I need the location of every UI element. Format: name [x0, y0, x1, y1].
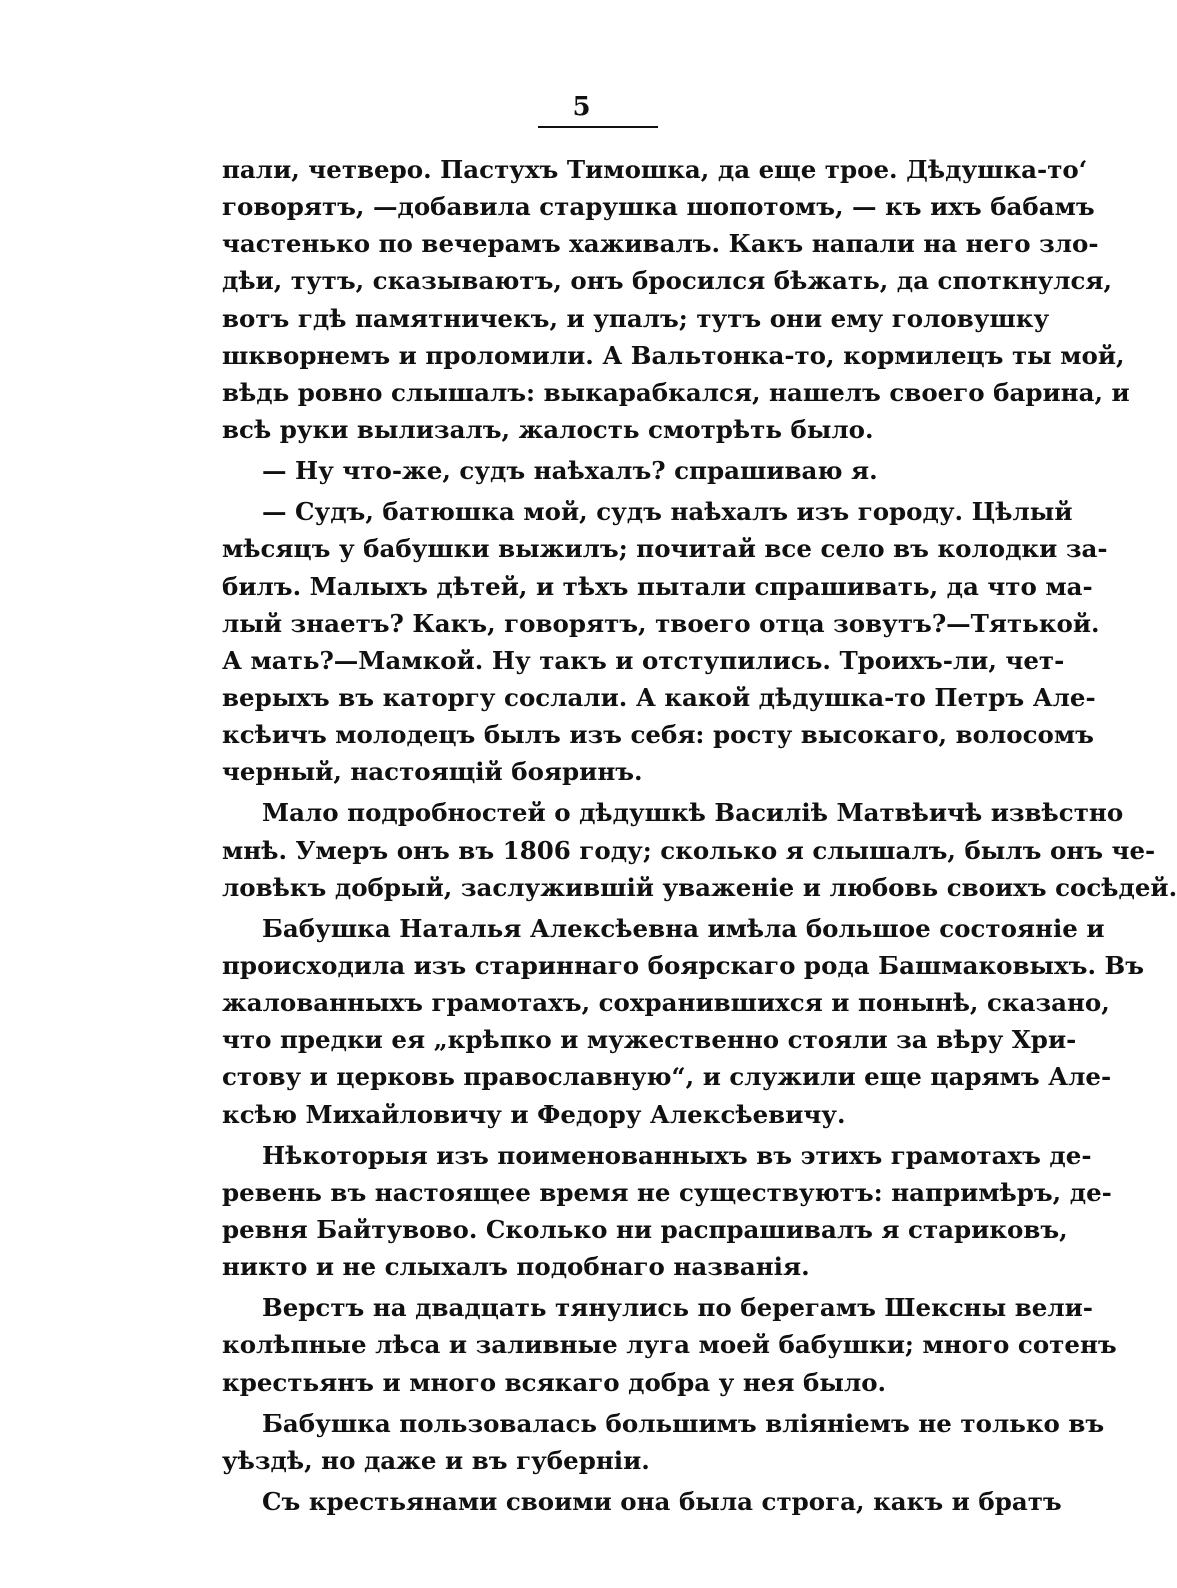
paragraph-start: Мало подробностей о дѣдушкѣ Василіѣ Матвѣичѣ извѣстно — [262, 798, 1124, 828]
text-line: шкворнемъ и проломили. А Вальтонка-то, кормилецъ ты мой, — [222, 340, 1125, 370]
page-number: 5 — [572, 92, 591, 122]
text-line: частенько по вечерамъ хаживалъ. Какъ напали на него зло- — [222, 229, 1099, 259]
text-line: уѣздѣ, но даже и въ губерніи. — [222, 1445, 650, 1475]
text-line: билъ. Малыхъ дѣтей, и тѣхъ пытали спрашивать, да что ма- — [222, 571, 1093, 601]
paragraph-start: Бабушка Наталья Алексѣевна имѣла большое состояніе и — [262, 913, 1105, 943]
text-line: лый знаетъ? Какъ, говорятъ, твоего отца зовутъ?—Тятькой. — [222, 608, 1100, 638]
paragraph-start: Съ крестьянами своими она была строга, какъ и братъ — [262, 1486, 1062, 1516]
text-line: верыхъ въ каторгу сослали. А какой дѣдушка-то Петръ Але- — [222, 682, 1096, 712]
text-line: черный, настоящій бояринъ. — [222, 757, 643, 787]
text-line: А мать?—Мамкой. Ну такъ и отступились. Троихъ-ли, чет- — [222, 645, 1065, 675]
text-line: крестьянъ и много всякаго добра у нея было. — [222, 1367, 887, 1397]
text-line: жалованныхъ грамотахъ, сохранившихся и понынѣ, сказано, — [222, 988, 1110, 1018]
text-line: ксѣичъ молодецъ былъ изъ себя: росту высокаго, волосомъ — [222, 720, 1094, 750]
dialogue-line: — Судъ, батюшка мой, судъ наѣхалъ изъ городу. Цѣлый — [262, 497, 1073, 527]
text-line: стову и церковь православную“, и служили еще царямъ Але- — [222, 1062, 1112, 1092]
text-line: мнѣ. Умеръ онъ въ 1806 году; сколько я слышалъ, былъ онъ че- — [222, 835, 1156, 865]
paragraph-start: Нѣкоторыя изъ поименованныхъ въ этихъ грамотахъ де- — [262, 1140, 1092, 1170]
text-line: пали, четверо. Пастухъ Тимошка, да еще трое. Дѣдушка-то‘ — [222, 155, 1088, 184]
text-line: ксѣю Михайловичу и Федору Алексѣевичу. — [222, 1099, 846, 1129]
paragraph-start: Верстъ на двадцать тянулись по берегамъ Шексны вели- — [262, 1293, 1093, 1323]
dialogue-line: — Ну что-же, судъ наѣхалъ? спрашиваю я. — [262, 456, 878, 486]
text-line: вотъ гдѣ памятничекъ, и упалъ; тутъ они ему головушку — [222, 303, 1050, 333]
text-line: всѣ руки вылизалъ, жалость смотрѣть было. — [222, 414, 874, 444]
text-line: ревня Байтувово. Сколько ни распрашивалъ я стариковъ, — [222, 1214, 1068, 1244]
header-rule — [538, 126, 658, 128]
text-line: дѣи, тутъ, сказываютъ, онъ бросился бѣжать, да споткнулся, — [222, 266, 1113, 296]
text-line: мѣсяцъ у бабушки выжилъ; почитай все село въ колодки за- — [222, 534, 1108, 564]
text-line: колѣпные лѣса и заливные луга моей бабушки; много сотенъ — [222, 1330, 1117, 1360]
paragraph-start: Бабушка пользовалась большимъ вліяніемъ не только въ — [262, 1408, 1105, 1438]
text-line: что предки ея „крѣпко и мужественно стояли за вѣру Хри- — [222, 1025, 1077, 1055]
text-line: ревень въ настоящее время не существуютъ: напримѣръ, де- — [222, 1177, 1112, 1207]
text-line: никто и не слыхалъ подобнаго названія. — [222, 1252, 810, 1282]
text-line: говорятъ, —добавила старушка шопотомъ, — къ ихъ бабамъ — [222, 192, 1095, 222]
text-line: происходила изъ стариннаго боярскаго рода Башмаковыхъ. Въ — [222, 950, 1145, 980]
body-text — [222, 151, 1177, 1520]
text-line: вѣдь ровно слышалъ: выкарабкался, нашелъ своего барина, и — [222, 377, 1130, 407]
text-line: ловѣкъ добрый, заслужившій уваженіе и любовь своихъ сосѣдей. — [222, 872, 1177, 902]
